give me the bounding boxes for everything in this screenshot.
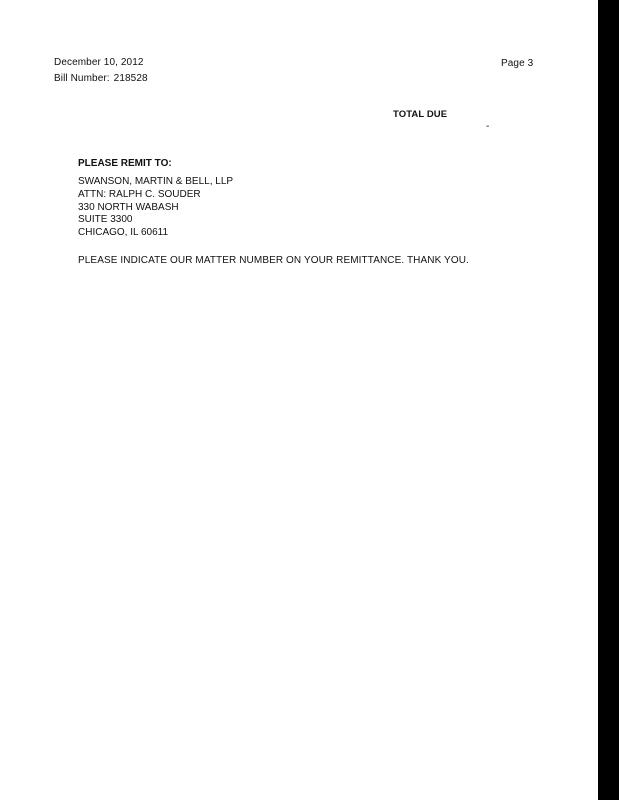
total-due-value: -: [486, 121, 490, 132]
bill-number-line: [54, 73, 148, 85]
address-line: SWANSON, MARTIN & BELL, LLP: [78, 176, 234, 187]
scan-edge-border: [598, 0, 619, 800]
address-line: SUITE 3300: [78, 214, 133, 226]
total-due-label: TOTAL DUE: [393, 109, 448, 120]
bill-number-label: Bill Number:: [54, 73, 110, 84]
bill-date: December 10, 2012: [54, 57, 144, 68]
address-line: CHICAGO, IL 60611: [78, 227, 169, 239]
address-line: ATTN: RALPH C. SOUDER: [78, 188, 201, 200]
remit-heading: PLEASE REMIT TO:: [78, 158, 172, 169]
remit-to-block: [78, 158, 233, 240]
address-line: 330 NORTH WABASH: [78, 201, 179, 213]
page-number: Page 3: [501, 58, 534, 69]
bill-number-value: 218528: [113, 73, 148, 84]
remittance-notice: PLEASE INDICATE OUR MATTER NUMBER ON YOUR REMITTANCE. THANK YOU.: [78, 255, 469, 266]
